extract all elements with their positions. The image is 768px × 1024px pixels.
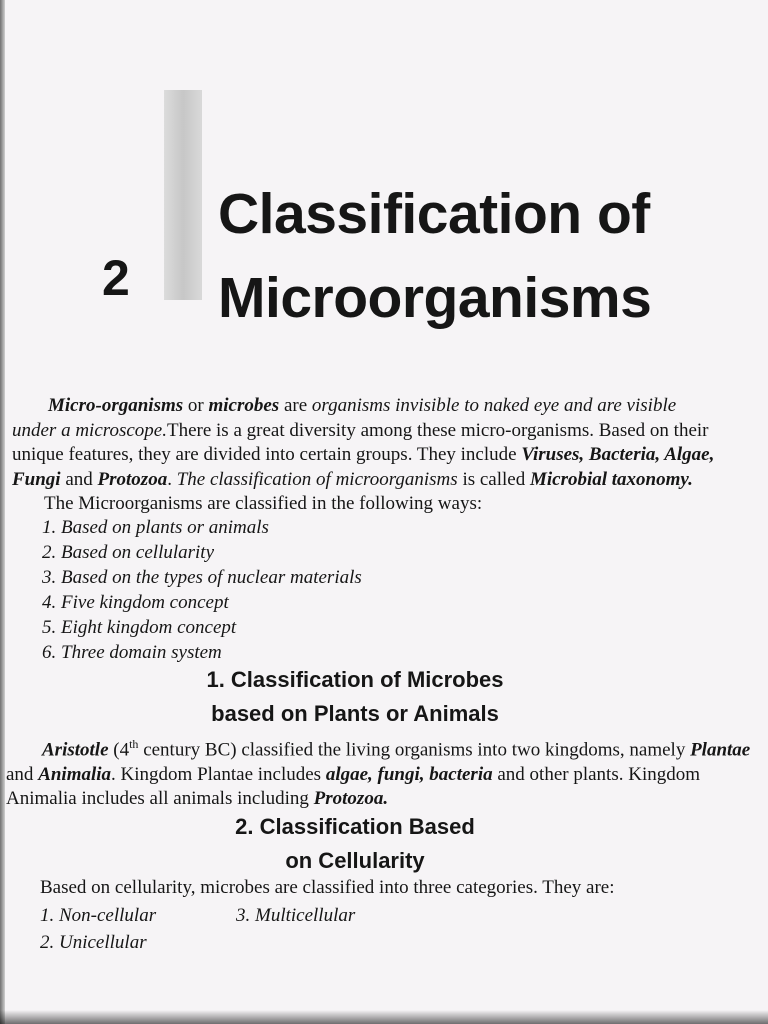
list-item: 2. Based on cellularity [42,542,215,563]
text-run: Microbial taxonomy. [529,468,693,490]
intro-line-5 [12,492,714,517]
section-2-heading [150,810,560,878]
text-run: unique features, they are divided into certain groups. They include [12,444,522,465]
text-run: Viruses, Bacteria, Algae, [521,444,715,465]
section-1-line-2 [6,763,750,788]
text-run: and other plants. Kingdom [492,763,700,785]
section-1-heading [150,663,560,731]
intro-paragraph [12,394,714,517]
list-item: 5. Eight kingdom concept [42,617,237,638]
intro-line-2 [12,419,714,444]
chapter-title [218,172,651,340]
text-run: There is a great diversity among these micro-organisms. Based on their [166,419,709,441]
section-1-heading-line-1: 1. Classification of Microbes [206,667,504,692]
cellularity-item-non-cellular: 1. Non-cellular [40,905,157,926]
cellularity-item-multicellular: 3. Multicellular [236,905,356,926]
text-run: algae, fungi, bacteria [325,763,493,785]
chapter-number: 2 [102,250,130,306]
section-1-heading-line-2: based on Plants or Animals [211,701,499,726]
text-run: is called [457,468,530,490]
text-run: th [129,737,139,751]
intro-line-4 [12,468,714,493]
text-run: are [279,395,312,416]
text-run: Protozoa [97,468,168,490]
page-bottom-shadow [0,1010,768,1024]
text-run: microbes [208,395,280,416]
text-run: . [167,468,177,490]
list-item: 4. Five kingdom concept [42,592,229,613]
text-run: Plantae [690,739,751,761]
text-run: The Microorganisms are classified in the following ways: [44,493,483,514]
text-run: or [183,395,209,416]
chapter-title-line-1: Classification of [218,182,650,246]
text-run: under a microscope. [12,419,167,441]
text-run: (4 [108,739,130,761]
text-run: Animalia [38,763,112,785]
list-item: 3. Based on the types of nuclear materials [42,567,362,588]
text-run: century BC) classified the living organisms into two kingdoms, namely [138,739,691,761]
list-item: 6. Three domain system [42,642,222,663]
section-1-line-1 [6,732,750,763]
text-run: The classification of microorganisms [176,468,458,490]
chapter-decor-bar [164,90,202,300]
list-item: 1. Based on plants or animals [42,517,269,538]
chapter-title-line-2: Microorganisms [218,266,652,330]
classification-ways-list [42,515,362,665]
text-run: Fungi [12,468,61,490]
section-1-paragraph [6,732,750,812]
cellularity-item-unicellular: 2. Unicellular [40,932,147,953]
page-binding-edge [0,0,5,1024]
section-2-heading-line-1: 2. Classification Based [235,814,475,839]
text-run: and [6,763,39,785]
section-2-intro: Based on cellularity, microbes are classified into three categories. They are: [40,877,615,898]
intro-line-1 [12,394,714,419]
text-run: Micro-organisms [48,395,184,416]
intro-line-3 [12,443,714,468]
text-run: . Kingdom Plantae includes [111,763,326,785]
text-run: organisms invisible to naked eye and are visible [311,395,677,416]
text-run: Protozoa. [313,788,389,810]
section-1-line-3 [6,787,750,812]
text-run: and [60,468,98,490]
text-run: Aristotle [42,739,109,761]
text-run: Animalia includes all animals including [6,788,314,810]
section-2-heading-line-2: on Cellularity [285,848,425,873]
